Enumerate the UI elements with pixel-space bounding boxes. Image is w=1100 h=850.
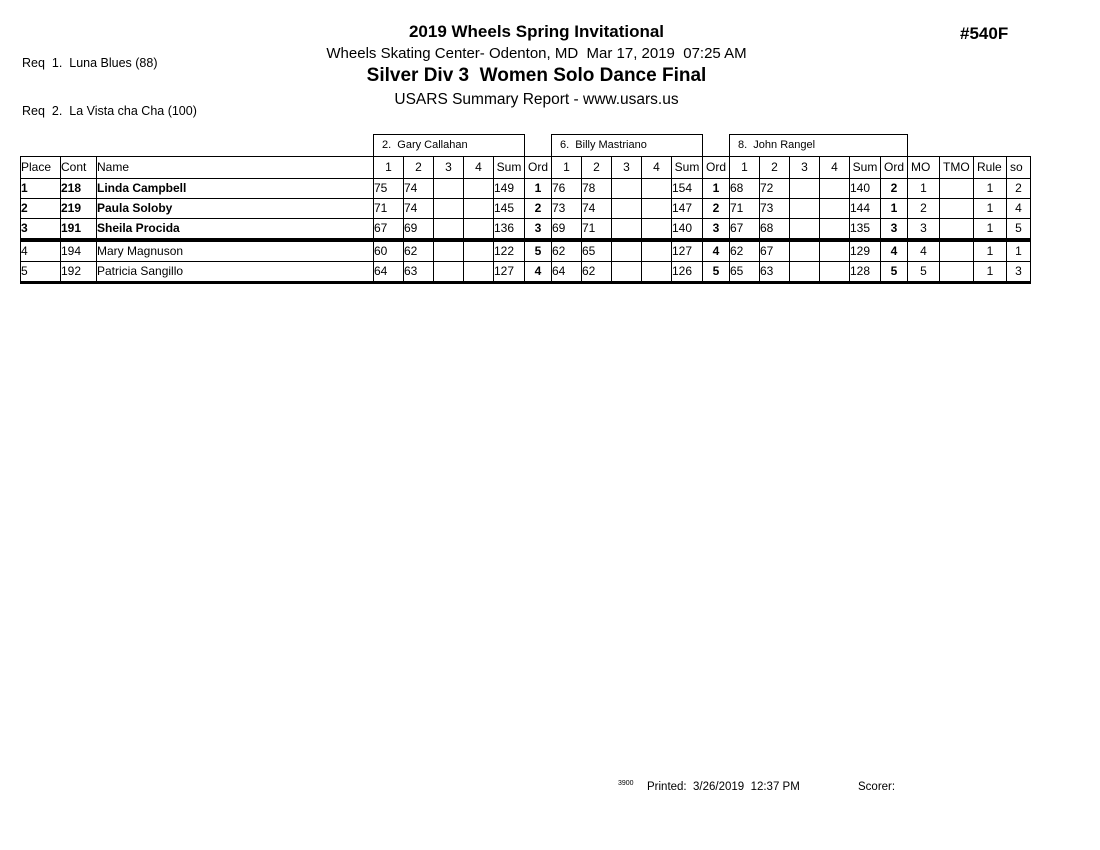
ordinal-cell: 5 <box>525 240 552 262</box>
event-title: Silver Div 3 Women Solo Dance Final <box>366 65 707 86</box>
sum-cell: 154 <box>672 179 703 199</box>
judge-row <box>21 135 1031 157</box>
score-cell: 67 <box>374 219 404 241</box>
col-header-score-cell: 1 <box>374 157 404 179</box>
score-cell: 73 <box>552 199 582 219</box>
rule-cell: 1 <box>974 179 1007 199</box>
col-header-skater-name-cell: Name <box>97 157 374 179</box>
tmo-cell <box>940 179 974 199</box>
place-cell: 1 <box>21 179 61 199</box>
sum-cell: 147 <box>672 199 703 219</box>
score-cell <box>642 240 672 262</box>
score-cell: 75 <box>374 179 404 199</box>
score-cell: 67 <box>760 240 790 262</box>
col-header-contestant-number-cell: Cont <box>61 157 97 179</box>
result-row <box>21 240 1031 262</box>
score-cell: 62 <box>582 262 612 283</box>
score-cell: 64 <box>552 262 582 283</box>
score-cell <box>820 262 850 283</box>
report-number: #540F <box>960 24 1009 43</box>
sum-cell: 144 <box>850 199 881 219</box>
result-row <box>21 219 1031 241</box>
score-cell: 63 <box>404 262 434 283</box>
rule-cell: 1 <box>974 262 1007 283</box>
col-header-sum-cell: Sum <box>494 157 525 179</box>
ordinal-cell: 3 <box>703 219 730 241</box>
skate-order-cell: 3 <box>1007 262 1031 283</box>
mo-cell: 5 <box>908 262 940 283</box>
score-cell <box>820 240 850 262</box>
score-cell: 68 <box>760 219 790 241</box>
score-cell <box>464 262 494 283</box>
ordinal-cell: 1 <box>525 179 552 199</box>
skater-name-cell: Paula Soloby <box>97 199 374 219</box>
score-cell: 71 <box>374 199 404 219</box>
col-header-tmo-cell: TMO <box>940 157 974 179</box>
results-table <box>20 134 1031 284</box>
score-cell <box>612 219 642 241</box>
skater-name-cell: Sheila Procida <box>97 219 374 241</box>
score-cell: 74 <box>404 199 434 219</box>
score-cell: 78 <box>582 179 612 199</box>
score-cell: 62 <box>730 240 760 262</box>
sum-cell: 127 <box>494 262 525 283</box>
place-cell: 4 <box>21 240 61 262</box>
judge-row-gap <box>525 135 552 157</box>
score-cell <box>612 179 642 199</box>
ordinal-cell: 5 <box>881 262 908 283</box>
judge-row-spacer <box>21 135 374 157</box>
sum-cell: 127 <box>672 240 703 262</box>
rule-cell: 1 <box>974 219 1007 241</box>
skater-name-cell: Linda Campbell <box>97 179 374 199</box>
contestant-number-cell: 219 <box>61 199 97 219</box>
col-header-score-cell: 3 <box>790 157 820 179</box>
tmo-cell <box>940 199 974 219</box>
contestant-number-cell: 191 <box>61 219 97 241</box>
venue-date-line: Wheels Skating Center- Odenton, MD Mar 17, 2019 07:25 AM <box>326 45 747 62</box>
score-cell <box>790 179 820 199</box>
col-header-score-cell: 3 <box>434 157 464 179</box>
sum-cell: 126 <box>672 262 703 283</box>
col-header-score-cell: 4 <box>642 157 672 179</box>
score-cell <box>434 240 464 262</box>
score-cell <box>612 262 642 283</box>
sum-cell: 129 <box>850 240 881 262</box>
printed-timestamp: Printed: 3/26/2019 12:37 PM <box>647 781 800 793</box>
score-cell: 76 <box>552 179 582 199</box>
score-cell <box>642 179 672 199</box>
contestant-number-cell: 194 <box>61 240 97 262</box>
form-code: 3900 <box>618 780 634 787</box>
sum-cell: 136 <box>494 219 525 241</box>
ordinal-cell: 4 <box>881 240 908 262</box>
req-line-1: Req 1. Luna Blues (88) <box>22 56 158 70</box>
sum-cell: 135 <box>850 219 881 241</box>
col-header-score-cell: 1 <box>730 157 760 179</box>
skate-order-cell: 2 <box>1007 179 1031 199</box>
result-row <box>21 179 1031 199</box>
place-cell: 3 <box>21 219 61 241</box>
rule-cell: 1 <box>974 240 1007 262</box>
ordinal-cell: 5 <box>703 262 730 283</box>
score-cell <box>434 262 464 283</box>
skate-order-cell: 1 <box>1007 240 1031 262</box>
judge-row-gap <box>703 135 730 157</box>
contestant-number-cell: 192 <box>61 262 97 283</box>
tmo-cell <box>940 240 974 262</box>
score-cell: 65 <box>582 240 612 262</box>
skate-order-cell: 5 <box>1007 219 1031 241</box>
score-cell <box>642 262 672 283</box>
score-cell <box>820 179 850 199</box>
score-cell <box>464 219 494 241</box>
ordinal-cell: 2 <box>881 179 908 199</box>
score-cell: 69 <box>552 219 582 241</box>
sum-cell: 145 <box>494 199 525 219</box>
ordinal-cell: 2 <box>525 199 552 219</box>
score-cell: 74 <box>582 199 612 219</box>
score-cell <box>820 219 850 241</box>
col-header-sum-cell: Sum <box>850 157 881 179</box>
tmo-cell <box>940 262 974 283</box>
col-header-score-cell: 4 <box>464 157 494 179</box>
score-cell: 63 <box>760 262 790 283</box>
col-header-score-cell: 1 <box>552 157 582 179</box>
score-cell: 67 <box>730 219 760 241</box>
sum-cell: 128 <box>850 262 881 283</box>
contestant-number-cell: 218 <box>61 179 97 199</box>
score-cell: 62 <box>404 240 434 262</box>
ordinal-cell: 1 <box>881 199 908 219</box>
mo-cell: 3 <box>908 219 940 241</box>
judge-name-box: 8. John Rangel <box>730 135 908 157</box>
sum-cell: 140 <box>850 179 881 199</box>
score-cell: 71 <box>730 199 760 219</box>
scorer-label: Scorer: <box>858 781 896 793</box>
col-header-score-cell: 2 <box>582 157 612 179</box>
score-cell: 73 <box>760 199 790 219</box>
score-cell <box>464 240 494 262</box>
col-header-ordinal-cell: Ord <box>525 157 552 179</box>
col-header-score-cell: 3 <box>612 157 642 179</box>
score-cell <box>790 199 820 219</box>
ordinal-cell: 1 <box>703 179 730 199</box>
score-cell <box>790 219 820 241</box>
ordinal-cell: 2 <box>703 199 730 219</box>
result-row <box>21 262 1031 283</box>
score-cell <box>434 179 464 199</box>
col-header-score-cell: 2 <box>760 157 790 179</box>
skater-name-cell: Patricia Sangillo <box>97 262 374 283</box>
col-header-score-cell: 4 <box>820 157 850 179</box>
score-cell: 74 <box>404 179 434 199</box>
score-cell <box>434 219 464 241</box>
ordinal-cell: 4 <box>703 240 730 262</box>
col-header-place-cell: Place <box>21 157 61 179</box>
score-cell <box>642 199 672 219</box>
col-header-rule-cell: Rule <box>974 157 1007 179</box>
req-line-2: Req 2. La Vista cha Cha (100) <box>22 104 197 118</box>
report-header <box>0 21 1073 111</box>
tmo-cell <box>940 219 974 241</box>
mo-cell: 1 <box>908 179 940 199</box>
col-header-ordinal-cell: Ord <box>881 157 908 179</box>
score-cell <box>464 179 494 199</box>
score-cell <box>790 240 820 262</box>
sum-cell: 149 <box>494 179 525 199</box>
score-cell: 68 <box>730 179 760 199</box>
score-cell <box>434 199 464 219</box>
place-cell: 5 <box>21 262 61 283</box>
score-cell <box>612 240 642 262</box>
competition-title: 2019 Wheels Spring Invitational <box>408 22 665 41</box>
col-header-sum-cell: Sum <box>672 157 703 179</box>
report-type-line: USARS Summary Report - www.usars.us <box>394 91 679 108</box>
rule-cell: 1 <box>974 199 1007 219</box>
score-cell: 64 <box>374 262 404 283</box>
mo-cell: 4 <box>908 240 940 262</box>
score-cell <box>612 199 642 219</box>
score-cell: 71 <box>582 219 612 241</box>
score-cell: 60 <box>374 240 404 262</box>
mo-cell: 2 <box>908 199 940 219</box>
col-header-ordinal-cell: Ord <box>703 157 730 179</box>
score-cell: 69 <box>404 219 434 241</box>
ordinal-cell: 3 <box>881 219 908 241</box>
score-cell <box>464 199 494 219</box>
sum-cell: 140 <box>672 219 703 241</box>
sum-cell: 122 <box>494 240 525 262</box>
judge-row-tail <box>908 135 1031 157</box>
score-cell: 65 <box>730 262 760 283</box>
place-cell: 2 <box>21 199 61 219</box>
score-cell <box>642 219 672 241</box>
ordinal-cell: 4 <box>525 262 552 283</box>
score-cell: 62 <box>552 240 582 262</box>
col-header-mo-cell: MO <box>908 157 940 179</box>
col-header-score-cell: 2 <box>404 157 434 179</box>
column-header-row <box>21 157 1031 179</box>
judge-name-box: 6. Billy Mastriano <box>552 135 703 157</box>
judge-name-box: 2. Gary Callahan <box>374 135 525 157</box>
skate-order-cell: 4 <box>1007 199 1031 219</box>
score-cell <box>820 199 850 219</box>
score-cell <box>790 262 820 283</box>
ordinal-cell: 3 <box>525 219 552 241</box>
col-header-skate-order-cell: so <box>1007 157 1031 179</box>
result-row <box>21 199 1031 219</box>
skater-name-cell: Mary Magnuson <box>97 240 374 262</box>
score-cell: 72 <box>760 179 790 199</box>
